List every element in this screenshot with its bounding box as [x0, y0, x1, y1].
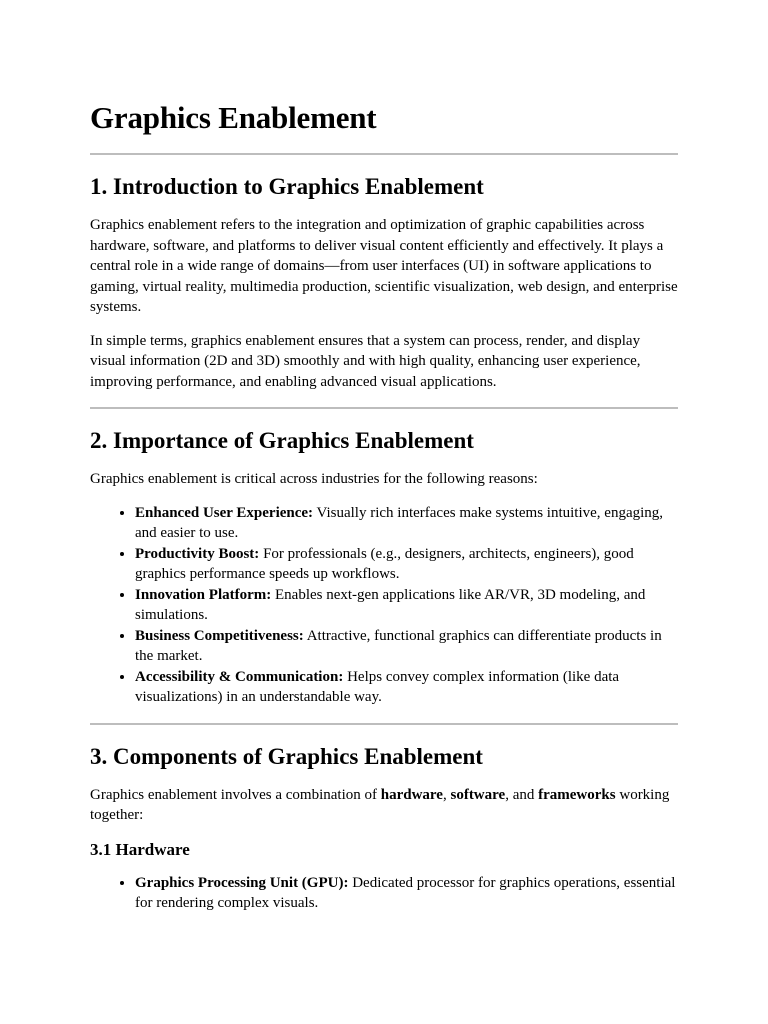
section-1-paragraph-2: In simple terms, graphics enablement ensures that a system can process, render, and display visual information (2D and 3D) smoothly and with high quality, enhancing user experience, improving performance, and enabling advanced visual applications. — [90, 332, 641, 390]
importance-list — [90, 503, 678, 708]
list-item-text: For professionals (e.g., designers, architects, engineers), good graphics performance speeds up workflows. — [135, 545, 634, 582]
section-1-heading: 1. Introduction to Graphics Enablement — [90, 174, 484, 199]
section-1-paragraph-1: Graphics enablement refers to the integration and optimization of graphic capabilities across hardware, software, and platforms to deliver visual content efficiently and effectively. It plays a central role in a wide range of domains—from user interfaces (UI) in software applications to gaming, virtual reality, multimedia production, scientific visualization, web design, and enterprise systems. — [90, 217, 678, 315]
list-item-term: Business Competitiveness: — [135, 627, 304, 644]
list-item-text: Enables next-gen applications like AR/VR, 3D modeling, and simulations. — [135, 586, 646, 623]
list-item-text: Visually rich interfaces make systems intuitive, engaging, and easier to use. — [135, 504, 664, 541]
list-item-text: Helps convey complex information (like data visualizations) in an understandable way. — [135, 668, 620, 705]
list-item — [135, 585, 678, 626]
horizontal-rule — [90, 407, 678, 409]
intro-text: Graphics enablement involves a combination of — [90, 786, 381, 803]
list-item — [135, 667, 678, 708]
section-3-intro — [90, 785, 678, 826]
section-3-heading: 3. Components of Graphics Enablement — [90, 743, 483, 769]
horizontal-rule — [90, 153, 678, 155]
hardware-list — [90, 873, 678, 914]
section-2-intro: Graphics enablement is critical across industries for the following reasons: — [90, 471, 538, 487]
list-item — [135, 503, 678, 544]
list-item-term: Graphics Processing Unit (GPU): — [135, 874, 349, 891]
list-item-term: Enhanced User Experience: — [135, 504, 314, 521]
intro-bold-software: software — [450, 786, 506, 803]
list-item-text: Dedicated processor for graphics operations, essential for rendering complex visuals. — [135, 874, 676, 911]
list-item — [135, 544, 678, 585]
list-item-text: Attractive, functional graphics can differentiate products in the market. — [135, 627, 662, 664]
list-item — [135, 873, 678, 914]
intro-bold-frameworks: frameworks — [538, 786, 616, 803]
intro-text: , — [442, 786, 451, 803]
intro-text: working together: — [90, 786, 670, 823]
intro-text: , and — [505, 786, 539, 803]
list-item — [135, 626, 678, 667]
list-item-term: Productivity Boost: — [135, 545, 260, 562]
intro-bold-hardware: hardware — [380, 786, 443, 803]
document-title: Graphics Enablement — [90, 100, 377, 135]
section-2-heading: 2. Importance of Graphics Enablement — [90, 428, 474, 453]
list-item-term: Accessibility & Communication: — [135, 668, 344, 685]
horizontal-rule — [90, 723, 678, 725]
subsection-heading: 3.1 Hardware — [90, 839, 190, 859]
list-item-term: Innovation Platform: — [135, 586, 272, 603]
